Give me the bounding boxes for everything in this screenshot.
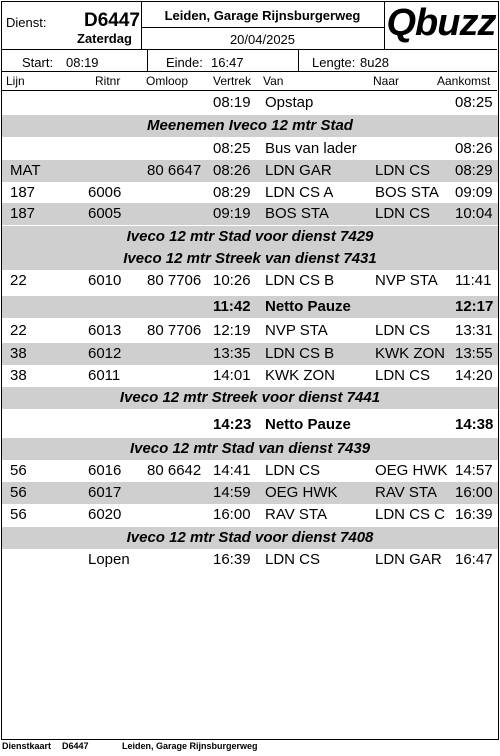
cell-van: Bus van lader [265, 140, 357, 157]
cell-van: LDN CS [265, 551, 321, 568]
cell-omloop: 80 6642 [147, 462, 202, 479]
cell-vertrek: 11:42 [213, 298, 251, 315]
cell-ritnr: 6006 [88, 184, 122, 201]
header-divider [141, 27, 384, 28]
column-header-van: Van [263, 74, 284, 88]
cell-vertrek: 16:39 [213, 551, 251, 568]
cell-vertrek: 08:26 [213, 162, 251, 179]
vehicle-band: Iveco 12 mtr Stad voor dienst 7408 [2, 527, 498, 549]
cell-ritnr: Lopen [88, 551, 130, 568]
start-time: 08:19 [66, 55, 99, 70]
header-divider [1, 49, 497, 50]
vehicle-band: Iveco 12 mtr Stad van dienst 7439 [2, 438, 498, 460]
cell-lijn: 38 [10, 367, 27, 384]
pause-row [2, 296, 498, 318]
vehicle-band: Meenemen Iveco 12 mtr Stad [2, 115, 498, 137]
trip-row [2, 92, 498, 114]
vehicle-band: Iveco 12 mtr Streek voor dienst 7441 [2, 387, 498, 409]
cell-van: OEG HWK [265, 484, 338, 501]
trip-row [2, 182, 498, 204]
cell-van: NVP STA [265, 322, 328, 339]
cell-van: LDN CS A [265, 184, 334, 201]
cell-naar: LDN CS [375, 205, 431, 222]
cell-omloop: 80 7706 [147, 272, 202, 289]
lengte-value: 8u28 [360, 55, 389, 70]
cell-aankomst: 10:04 [455, 205, 493, 222]
header-divider [384, 1, 385, 49]
cell-aankomst: 14:38 [455, 416, 494, 433]
column-header-omloop: Omloop [146, 74, 189, 88]
cell-lijn: MAT [10, 162, 41, 179]
cell-lijn: 187 [10, 205, 36, 222]
column-header-lijn: Lijn [6, 74, 25, 88]
cell-naar: BOS STA [375, 184, 439, 201]
cell-aankomst: 11:41 [455, 272, 492, 289]
qbuzz-logo: Qbuzz [386, 2, 496, 44]
trip-row [2, 482, 498, 504]
cell-vertrek: 09:19 [213, 205, 251, 222]
cell-aankomst: 12:17 [455, 298, 494, 315]
trip-row [2, 504, 498, 526]
cell-lijn: 38 [10, 345, 27, 362]
column-header-naar: Naar [373, 74, 400, 88]
cell-ritnr: 6017 [88, 484, 122, 501]
cell-vertrek: 08:25 [213, 140, 251, 157]
cell-naar: LDN CS [375, 162, 431, 179]
footer-dienst-code: D6447 [62, 741, 89, 751]
header-divider [298, 49, 299, 71]
cell-van: LDN CS B [265, 272, 335, 289]
column-header-aankomst: Aankomst [437, 74, 491, 88]
cell-vertrek: 08:29 [213, 184, 251, 201]
dienst-label: Dienst: [6, 15, 47, 30]
day-label: Zaterdag [77, 31, 132, 46]
cell-ritnr: 6013 [88, 322, 122, 339]
cell-lijn: 187 [10, 184, 36, 201]
cell-van: BOS STA [265, 205, 329, 222]
cell-naar: NVP STA [375, 272, 438, 289]
cell-aankomst: 14:57 [455, 462, 493, 479]
cell-ritnr: 6020 [88, 506, 122, 523]
cell-naar: LDN CS C [375, 506, 446, 523]
cell-ritnr: 6005 [88, 205, 122, 222]
cell-naar: OEG HWK [375, 462, 448, 479]
cell-ritnr: 6012 [88, 345, 122, 362]
cell-lijn: 22 [10, 322, 27, 339]
cell-vertrek: 14:01 [213, 367, 251, 384]
cell-ritnr: 6010 [88, 272, 122, 289]
trip-row [2, 270, 498, 292]
cell-naar: LDN CS [375, 367, 431, 384]
cell-lijn: 56 [10, 462, 27, 479]
cell-aankomst: 16:39 [455, 506, 493, 523]
trip-row [2, 343, 498, 365]
dienst-code: D6447 [84, 10, 140, 31]
service-date: 20/04/2025 [229, 32, 296, 47]
start-label: Start: [22, 55, 54, 70]
cell-ritnr: 6016 [88, 462, 122, 479]
header-divider [147, 49, 148, 71]
cell-vertrek: 16:00 [213, 506, 251, 523]
footer-location: Leiden, Garage Rijnsburgerweg [122, 741, 258, 751]
footer-label: Dienstkaart [2, 741, 52, 751]
cell-vertrek: 14:41 [213, 462, 251, 479]
trip-row [2, 160, 498, 182]
trip-row [2, 549, 498, 571]
cell-omloop: 80 7706 [147, 322, 202, 339]
vehicle-band: Iveco 12 mtr Stad voor dienst 7429 [2, 226, 498, 248]
trip-row [2, 460, 498, 482]
cell-van: Opstap [265, 94, 314, 111]
cell-van: LDN CS [265, 462, 321, 479]
cell-aankomst: 08:25 [455, 94, 493, 111]
cell-aankomst: 13:31 [455, 322, 493, 339]
cell-van: RAV STA [265, 506, 327, 523]
cell-lijn: 56 [10, 506, 27, 523]
cell-aankomst: 08:26 [455, 140, 493, 157]
lengte-label: Lengte: [312, 55, 356, 70]
cell-aankomst: 13:55 [455, 345, 493, 362]
cell-vertrek: 10:26 [213, 272, 251, 289]
cell-van: LDN CS B [265, 345, 335, 362]
cell-van: Netto Pauze [265, 416, 351, 433]
cell-vertrek: 12:19 [213, 322, 251, 339]
einde-time: 16:47 [211, 55, 244, 70]
cell-naar: KWK ZON [375, 345, 445, 362]
column-header-vertrek: Vertrek [213, 74, 252, 88]
cell-naar: LDN GAR [375, 551, 442, 568]
trip-row [2, 203, 498, 225]
cell-naar: LDN CS [375, 322, 431, 339]
trip-row [2, 138, 498, 160]
pause-row [2, 414, 498, 436]
cell-lijn: 56 [10, 484, 27, 501]
cell-van: Netto Pauze [265, 298, 351, 315]
cell-aankomst: 09:09 [455, 184, 493, 201]
einde-label: Einde: [166, 55, 203, 70]
cell-omloop: 80 6647 [147, 162, 202, 179]
cell-naar: RAV STA [375, 484, 437, 501]
cell-ritnr: 6011 [88, 367, 121, 384]
cell-aankomst: 16:47 [455, 551, 493, 568]
trip-row [2, 320, 498, 342]
cell-vertrek: 08:19 [213, 94, 251, 111]
column-header-ritnr: Ritnr [95, 74, 121, 88]
cell-aankomst: 08:29 [455, 162, 493, 179]
cell-van: KWK ZON [265, 367, 335, 384]
cell-vertrek: 14:23 [213, 416, 252, 433]
cell-aankomst: 14:20 [455, 367, 493, 384]
cell-vertrek: 13:35 [213, 345, 251, 362]
header-divider [1, 71, 497, 72]
cell-aankomst: 16:00 [455, 484, 493, 501]
garage-location: Leiden, Garage Rijnsburgerweg [164, 8, 361, 23]
vehicle-band: Iveco 12 mtr Streek van dienst 7431 [2, 248, 498, 270]
column-header-divider [1, 90, 497, 91]
cell-vertrek: 14:59 [213, 484, 251, 501]
cell-van: LDN GAR [265, 162, 332, 179]
trip-row [2, 365, 498, 387]
cell-lijn: 22 [10, 272, 27, 289]
